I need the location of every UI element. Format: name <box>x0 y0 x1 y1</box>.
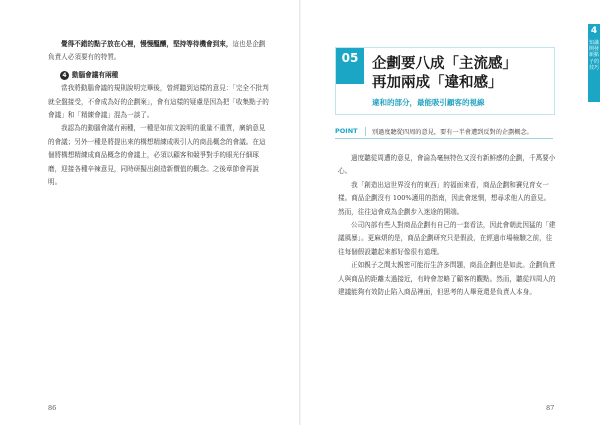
section-title <box>372 55 517 93</box>
point-text: 別過度聽從四周的意見，要有一半會遭到反對的企劃概念。 <box>365 127 533 136</box>
right-para-3: 公司內部有些人對商品企劃有自己的一套看法，因此會朝此因猛的「建議風暴」。更麻煩的是，商品企劃研究只是假設，在經過市場檢驗之前，往往每個假設聽起來都好像很有道理。 <box>338 221 556 256</box>
subhead-text: 動腦會議有兩種 <box>72 70 119 79</box>
right-page-body <box>338 152 556 299</box>
side-tab-number: 4 <box>590 26 598 36</box>
section-title-box <box>335 47 555 115</box>
left-para-3: 我認為的動腦會議有兩種，一種是如前文說明的重量不重質，廣納意見的會議；另外一種是將提出來的構想精練成吸引人的商品概念的會議。在這個將構想精練成商品概念的會議上，必須以顧客和競爭對手的眼光仔細琢磨，迎接各種辛辣意見，同時研擬出創造新價值的概念。之後章節會再說明。 <box>48 124 266 187</box>
left-page-number: 86 <box>48 404 57 412</box>
right-para-4: 正如親子之間太親密可能衍生許多問題，商品企劃也是如此。企劃負責人與商品的距離太過接近，有時會忽略了顧客的觀點。然而，聽從四周人的建議能夠有效防止陷入商品裡面，但思考的人畢竟還是負責人本身。 <box>338 261 556 297</box>
subhead-number-badge: 4 <box>60 71 69 80</box>
section-subhead <box>60 69 270 82</box>
section-subtitle: 違和的部分，最能吸引顧客的視線 <box>372 98 485 107</box>
left-para-1-bold: 覺得不錯的點子放在心裡，慢慢醞釀，堅持等待機會到來， <box>61 40 233 48</box>
right-para-1: 過度聽從周遭的意見，會淪為毫無特色又沒有新鮮感的企劃，千萬要小心。 <box>338 154 556 176</box>
title-line-2: 再加兩成「違和感」 <box>372 75 503 91</box>
right-para-2: 我「創造出這世界沒有的東西」的福面來看，商品企劃和賽兒育女一樣。商品企劃沒有 100%適用的指南，因此會迷惘，想尋求他人的意見。然而，往往這會成為企劃步入迷途的開端。 <box>338 180 551 216</box>
page-gutter <box>299 0 301 425</box>
left-page-body <box>48 38 270 189</box>
side-tab-text: 知識開發新點子的技巧 <box>589 40 600 71</box>
right-page-number: 87 <box>546 404 555 412</box>
left-para-1 <box>48 38 270 65</box>
point-label: POINT <box>335 127 358 135</box>
point-row <box>335 124 553 139</box>
title-line-1: 企劃要八成「主流感」 <box>372 56 517 72</box>
left-para-2: 當我將動腦會議的規則說明完畢後，曾經聽到這樣的意見：「完全不批判就全盤接受，不會成為好的企劃案」，會有這樣的疑慮是因為把「收集點子的會議」和「精練會議」混為一談了。 <box>48 84 269 120</box>
left-para-1-rest: 這也是企劃負責人必須要有的特質。 <box>48 40 266 62</box>
chapter-number-badge: 05 <box>336 48 364 84</box>
